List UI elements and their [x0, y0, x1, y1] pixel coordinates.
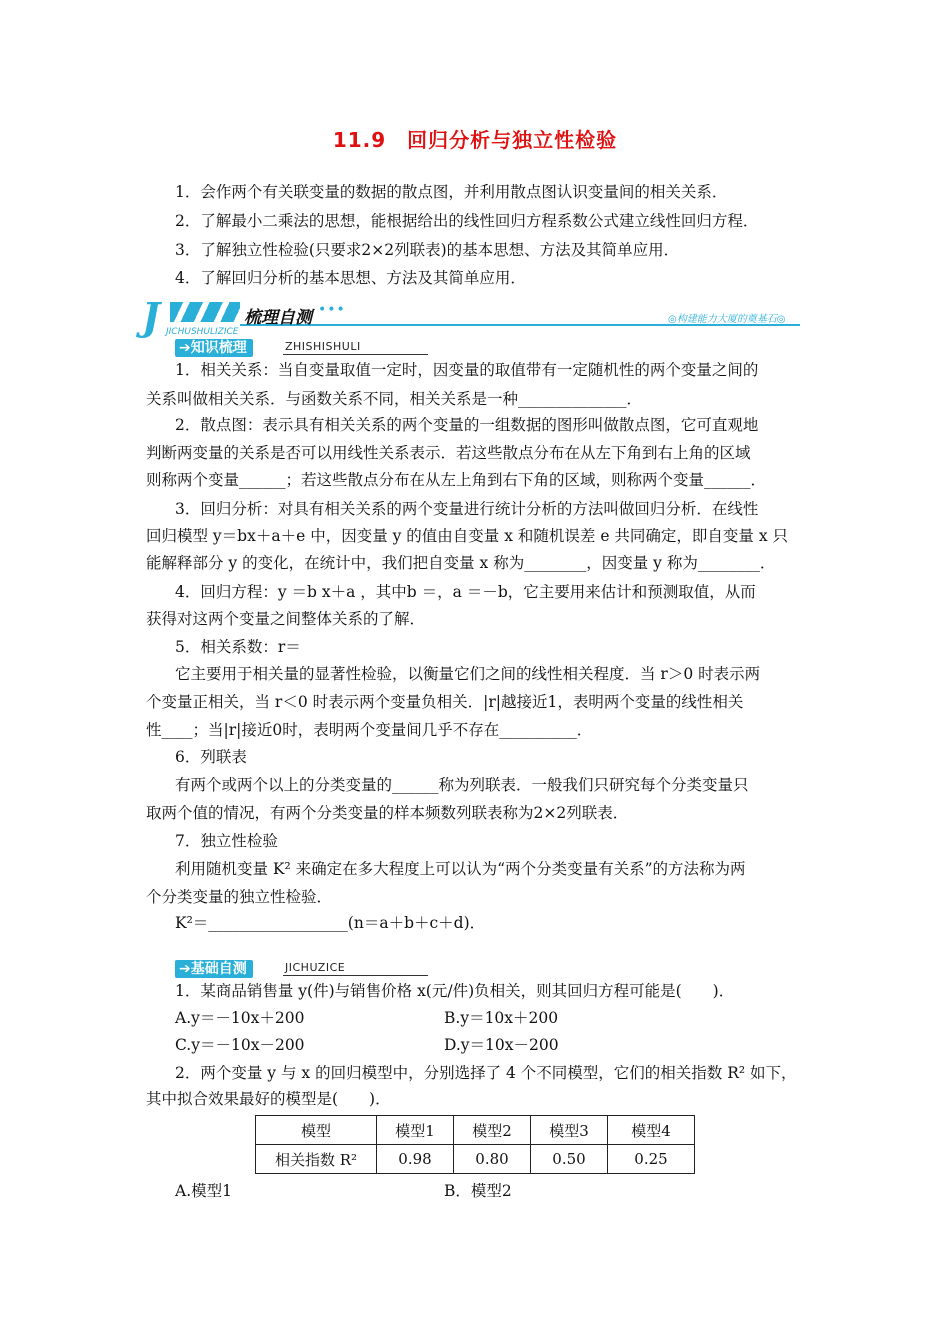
knowledge-line: 4．回归方程：y ＝b x＋a ，其中b ＝，a ＝－b，它主要用来估计和预测取值，从而 — [175, 583, 756, 601]
page-title: 11.9 回归分析与独立性检验 — [332, 128, 618, 152]
question-1-option-b: B.y＝10x＋200 — [444, 1009, 559, 1027]
subsection-code: ZHISHISHULI — [285, 340, 361, 353]
knowledge-line: 则称两个变量______；若这些散点分布在从左上角到右下角的区域，则称两个变量______． — [146, 471, 767, 489]
table-cell: 0.25 — [608, 1145, 695, 1174]
knowledge-line: 1．相关关系：当自变量取值一定时，因变量的取值带有一定随机性的两个变量之间的 — [175, 361, 759, 379]
question-2-stem-cont: 其中拟合效果最好的模型是( )． — [146, 1090, 391, 1108]
knowledge-line: 它主要用于相关量的显著性检验，以衡量它们之间的线性相关程度．当 r＞0 时表示两 — [175, 665, 761, 683]
knowledge-line: 回归模型 y＝bx＋a＋e 中，因变量 y 的值由自变量 x 和随机误差 e 共同确定，即自变量 x 只 — [146, 527, 789, 545]
objective-2: 2．了解最小二乘法的思想，能根据给出的线性回归方程系数公式建立线性回归方程． — [175, 212, 759, 230]
question-1-option-c: C.y＝－10x－200 — [175, 1036, 305, 1054]
knowledge-line: 获得对这两个变量之间整体关系的了解． — [146, 610, 426, 628]
subsection-rule — [283, 354, 428, 355]
knowledge-line: 5．相关系数：r＝ — [175, 638, 301, 656]
question-2-option-a: A.模型1 — [175, 1182, 232, 1200]
knowledge-line: 个变量正相关，当 r＜0 时表示两个变量负相关．|r|越接近1，表明两个变量的线性相关 — [146, 693, 744, 711]
subsection-code: JICHUZICE — [285, 961, 346, 974]
question-1-option-d: D.y＝10x－200 — [444, 1036, 559, 1054]
table-row — [256, 1145, 695, 1174]
table-cell: 模型 — [256, 1116, 377, 1145]
banner-letter: J — [142, 294, 160, 339]
knowledge-line: 2．散点图：表示具有相关关系的两个变量的一组数据的图形叫做散点图，它可直观地 — [175, 416, 759, 434]
subsection-tag: ➔知识梳理 — [175, 339, 253, 357]
objective-1: 1．会作两个有关联变量的数据的散点图，并利用散点图认识变量间的相关关系． — [175, 183, 728, 201]
question-1-stem: 1．某商品销售量 y(件)与销售价格 x(元/件)负相关，则其回归方程可能是( )． — [175, 982, 735, 1000]
banner-stripes — [170, 302, 240, 322]
banner-motto: ◎构建能力大厦的奠基石◎ — [668, 314, 786, 325]
subsection-zhishishuli — [175, 339, 435, 361]
table-cell: 0.50 — [531, 1145, 608, 1174]
r2-table — [255, 1115, 695, 1174]
objective-4: 4．了解回归分析的基本思想、方法及其简单应用． — [175, 269, 526, 287]
table-cell: 模型1 — [377, 1116, 454, 1145]
knowledge-line: 关系叫做相关关系．与函数关系不同，相关关系是一种______________． — [146, 390, 643, 408]
knowledge-line: 6．列联表 — [175, 748, 247, 766]
knowledge-line: 个分类变量的独立性检验． — [146, 888, 333, 906]
banner-label: 梳理自测 — [244, 308, 312, 328]
objective-3: 3．了解独立性检验(只要求2×2列联表)的基本思想、方法及其简单应用． — [175, 241, 680, 259]
banner-pinyin: JICHUSHULIZICE — [166, 327, 239, 337]
table-row — [256, 1116, 695, 1145]
table-cell: 相关指数 R² — [256, 1145, 377, 1174]
section-banner — [140, 294, 820, 340]
subsection-rule — [283, 975, 428, 976]
knowledge-line: 能解释部分 y 的变化，在统计中，我们把自变量 x 称为________，因变量 y 称为________． — [146, 554, 776, 572]
knowledge-line: 有两个或两个以上的分类变量的______称为列联表．一般我们只研究每个分类变量只 — [175, 776, 749, 794]
table-cell: 模型2 — [454, 1116, 531, 1145]
question-2-stem: 2．两个变量 y 与 x 的回归模型中，分别选择了 4 个不同模型，它们的相关指数 R² 如下， — [175, 1064, 797, 1082]
table-cell: 模型3 — [531, 1116, 608, 1145]
question-2-option-b: B．模型2 — [444, 1182, 512, 1200]
knowledge-line: 取两个值的情况，有两个分类变量的样本频数列联表称为2×2列联表． — [146, 804, 629, 822]
banner-dots: ••• — [318, 302, 346, 318]
subsection-jichuzice — [175, 960, 435, 982]
table-cell: 模型4 — [608, 1116, 695, 1145]
knowledge-line: 7．独立性检验 — [175, 832, 278, 850]
table-cell: 0.98 — [377, 1145, 454, 1174]
knowledge-line: 判断两变量的关系是否可以用线性关系表示．若这些散点分布在从左下角到右上角的区域 — [146, 444, 751, 462]
knowledge-line: 3．回归分析：对具有相关关系的两个变量进行统计分析的方法叫做回归分析．在线性 — [175, 500, 759, 518]
question-1-option-a: A.y＝－10x＋200 — [175, 1009, 305, 1027]
subsection-tag: ➔基础自测 — [175, 960, 253, 978]
knowledge-line: 利用随机变量 K² 来确定在多大程度上可以认为“两个分类变量有关系”的方法称为两 — [175, 860, 746, 878]
table-cell: 0.80 — [454, 1145, 531, 1174]
knowledge-line: 性____；当|r|接近0时，表明两个变量间几乎不存在__________． — [146, 721, 593, 739]
knowledge-line: K²＝__________________(n＝a＋b＋c＋d)． — [175, 914, 486, 932]
